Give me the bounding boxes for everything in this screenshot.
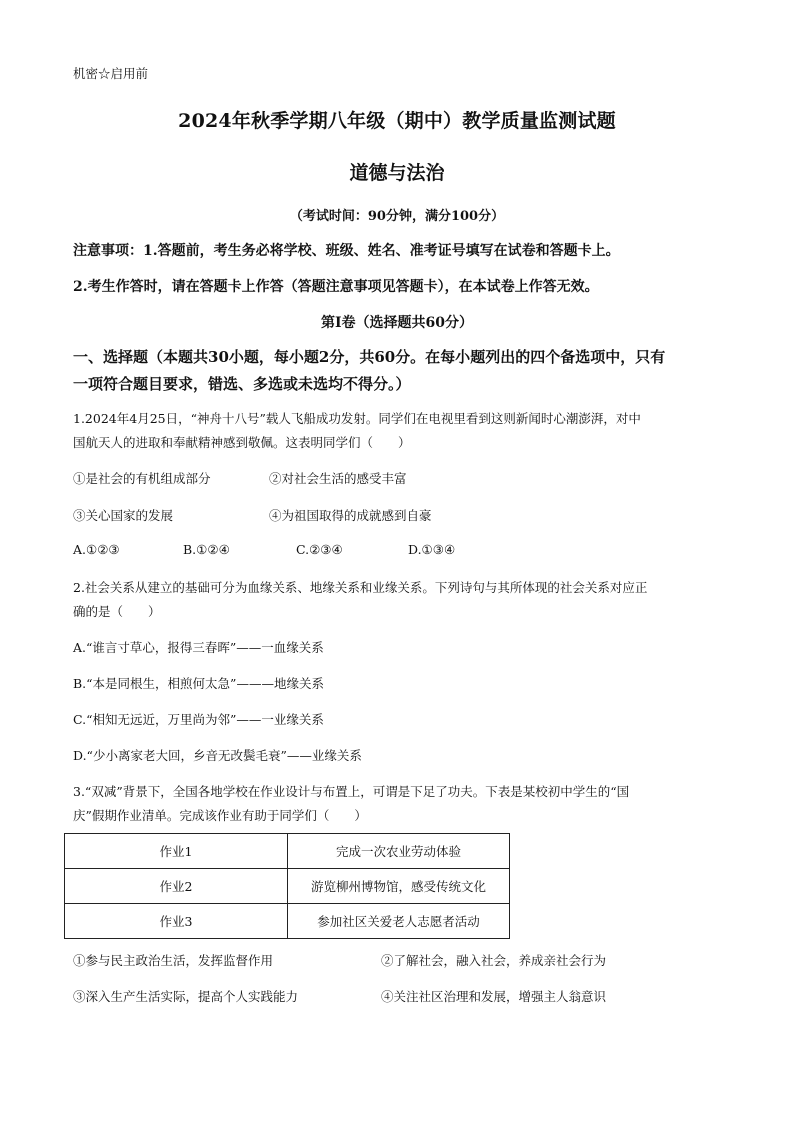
table-cell-homework-name: 作业1 bbox=[65, 834, 288, 869]
q1-option-b: B.①②④ bbox=[183, 542, 230, 557]
table-row bbox=[65, 869, 510, 904]
table-cell-homework-task: 参加社区关爱老人志愿者活动 bbox=[288, 904, 510, 939]
confidential-label: 机密☆启用前 bbox=[73, 66, 149, 81]
q3-stem-line-1: 3.“双减”背景下，全国各地学校在作业设计与布置上，可谓是下足了功夫。下表是某校初中学生的“国 bbox=[73, 784, 630, 799]
q1-stem-line-1: 1.2024年4月25日，“神舟十八号”载人飞船成功发射。同学们在电视里看到这则新闻时心潮澎湃，对中 bbox=[73, 411, 641, 426]
q3-item-3: ③深入生产生活实际，提高个人实践能力 bbox=[73, 989, 299, 1004]
section-instruction-1: 一、选择题（本题共30小题，每小题2分，共60分。在每小题列出的四个备选项中，只有 bbox=[73, 348, 666, 366]
table-cell-homework-name: 作业3 bbox=[65, 904, 288, 939]
q2-stem-line-2: 确的是（ ） bbox=[73, 604, 161, 619]
exam-time-info: （考试时间：90分钟，满分100分） bbox=[289, 209, 505, 224]
q1-item-2: ②对社会生活的感受丰富 bbox=[269, 471, 407, 486]
q1-item-4: ④为祖国取得的成就感到自豪 bbox=[269, 508, 432, 523]
table-cell-homework-task: 完成一次农业劳动体验 bbox=[288, 834, 510, 869]
q3-item-2: ②了解社会，融入社会，养成亲社会行为 bbox=[381, 953, 607, 968]
q1-option-d: D.①③④ bbox=[408, 542, 456, 557]
notes-line-2: 2.考生作答时，请在答题卡上作答（答题注意事项见答题卡），在本试卷上作答无效。 bbox=[73, 279, 599, 295]
q3-item-4: ④关注社区治理和发展，增强主人翁意识 bbox=[381, 989, 607, 1004]
q2-option-a: A.“谁言寸草心，报得三春晖”——一血缘关系 bbox=[73, 640, 324, 655]
q3-item-1: ①参与民主政治生活，发挥监督作用 bbox=[73, 953, 274, 968]
q3-stem-line-2: 庆”假期作业清单。完成该作业有助于同学们（ ） bbox=[73, 808, 367, 823]
table-cell-homework-task: 游览柳州博物馆，感受传统文化 bbox=[288, 869, 510, 904]
q2-option-c: C.“相知无远近，万里尚为邻”——一业缘关系 bbox=[73, 712, 324, 727]
q2-stem-line-1: 2.社会关系从建立的基础可分为血缘关系、地缘关系和业缘关系。下列诗句与其所体现的社会关系对应正 bbox=[73, 580, 648, 595]
section-instruction-2: 一项符合题目要求，错选、多选或未选均不得分。） bbox=[73, 375, 411, 393]
q1-item-1: ①是社会的有机组成部分 bbox=[73, 471, 211, 486]
table-cell-homework-name: 作业2 bbox=[65, 869, 288, 904]
notes-line-1: 注意事项：1.答题前，考生务必将学校、班级、姓名、准考证号填写在试卷和答题卡上。 bbox=[73, 243, 620, 259]
q1-item-3: ③关心国家的发展 bbox=[73, 508, 174, 523]
q1-option-c: C.②③④ bbox=[296, 542, 343, 557]
q2-option-b: B.“本是同根生，相煎何太急”———地缘关系 bbox=[73, 676, 324, 691]
table-row bbox=[65, 904, 510, 939]
q1-stem-line-2: 国航天人的进取和奉献精神感到敬佩。这表明同学们（ ） bbox=[73, 435, 411, 450]
exam-title: 2024年秋季学期八年级（期中）教学质量监测试题 bbox=[178, 110, 616, 132]
q2-option-d: D.“少小离家老大回，乡音无改鬓毛衰”——业缘关系 bbox=[73, 748, 362, 763]
subject-title: 道德与法治 bbox=[349, 162, 445, 184]
table-row bbox=[65, 834, 510, 869]
q1-option-a: A.①②③ bbox=[73, 542, 120, 557]
homework-table bbox=[64, 833, 510, 939]
part-heading: 第Ⅰ卷（选择题共60分） bbox=[320, 315, 474, 331]
